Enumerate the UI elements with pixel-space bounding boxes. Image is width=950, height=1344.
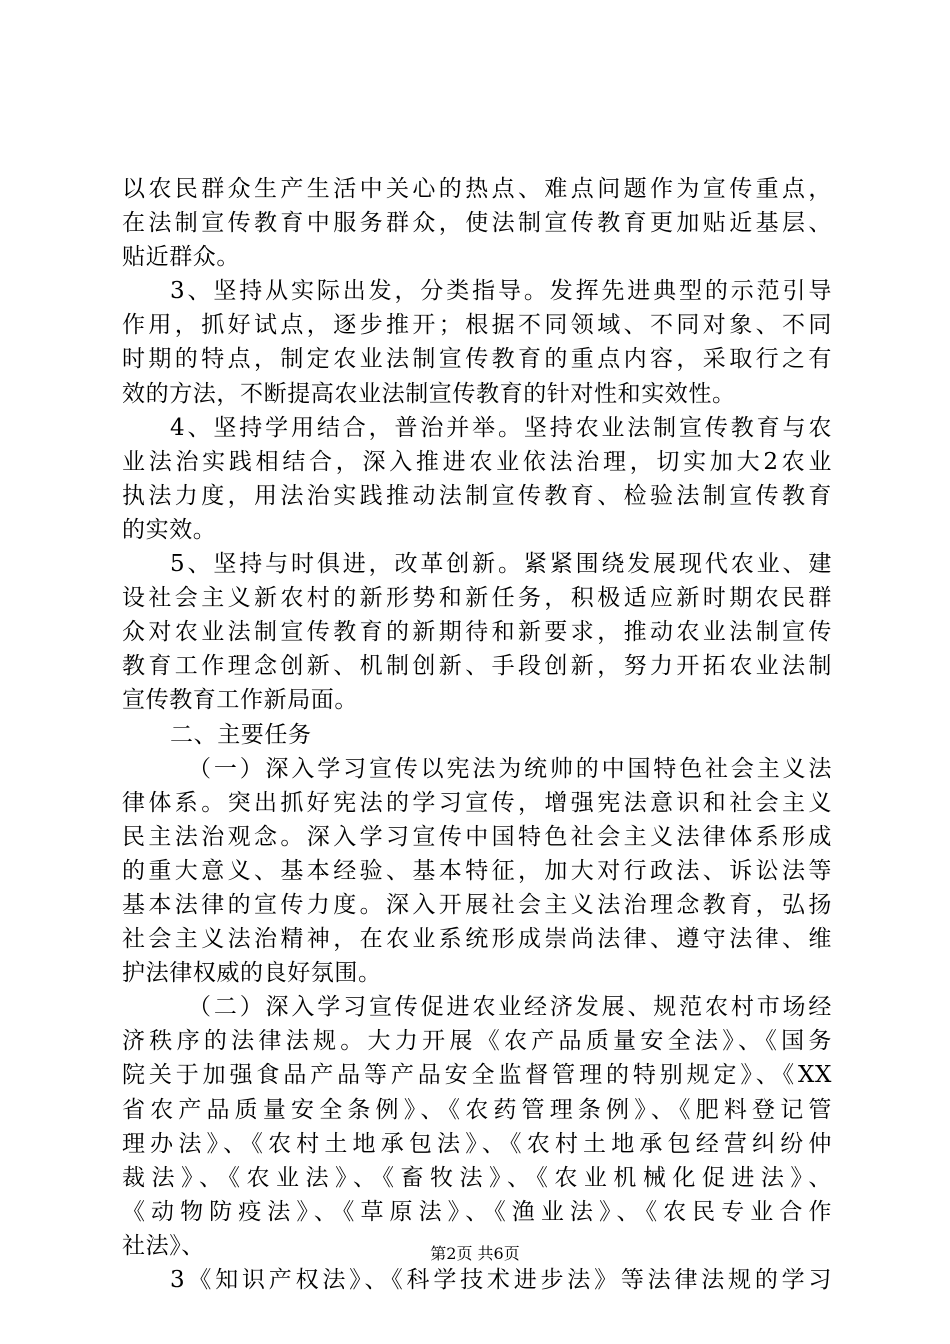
text-line: 业法治实践相结合，深入推进农业依法治理，切实加大2农业: [122, 448, 832, 475]
text-line: 济秩序的法律法规。大力开展《农产品质量安全法》、《国务: [122, 1028, 832, 1055]
text-line: 《动物防疫法》、《草原法》、《渔业法》、《农民专业合作: [122, 1198, 832, 1225]
text-line: 民主法治观念。深入学习宣传中国特色社会主义法律体系形成: [122, 823, 832, 850]
text-line: 社法》、: [122, 1232, 205, 1259]
text-line: （二）深入学习宣传促进农业经济发展、规范农村市场经: [188, 994, 832, 1021]
text-line: 5、坚持与时俱进，改革创新。紧紧围绕发展现代农业、建: [170, 551, 832, 578]
text-line: 以农民群众生产生活中关心的热点、难点问题作为宣传重点，: [122, 176, 832, 202]
text-line: 省农产品质量安全条例》、《农药管理条例》、《肥料登记管: [122, 1096, 832, 1123]
text-line: 裁法》、《农业法》、《畜牧法》、《农业机械化促进法》、: [122, 1164, 832, 1191]
text-line: 4、坚持学用结合，普治并举。坚持农业法制宣传教育与农: [170, 414, 832, 441]
text-line: 贴近群众。: [122, 244, 240, 271]
text-line: （一）深入学习宣传以宪法为统帅的中国特色社会主义法: [188, 755, 832, 782]
page-footer: [0, 1241, 950, 1264]
text-line: 院关于加强食品产品等产品安全监督管理的特别规定》、《XX: [122, 1062, 832, 1089]
text-line: 教育工作理念创新、机制创新、手段创新，努力开拓农业法制: [122, 653, 832, 680]
text-line: 效的方法，不断提高农业法制宣传教育的针对性和实效性。: [122, 380, 736, 407]
text-line: 执法力度，用法治实践推动法制宣传教育、检验法制宣传教育: [122, 482, 832, 509]
page-number-label: 第2页 共6页: [430, 1244, 520, 1263]
text-line: 3、坚持从实际出发，分类指导。发挥先进典型的示范引导: [170, 278, 832, 305]
text-line: 众对农业法制宣传教育的新期待和新要求，推动农业法制宣传: [122, 619, 832, 646]
text-line: 时期的特点，制定农业法制宣传教育的重点内容，采取行之有: [122, 346, 832, 373]
section-heading: 二、主要任务: [170, 721, 312, 748]
text-line: 在法制宣传教育中服务群众，使法制宣传教育更加贴近基层、: [122, 210, 832, 237]
text-line: 基本法律的宣传力度。深入开展社会主义法治理念教育，弘扬: [122, 891, 832, 918]
text-line: 理办法》、《农村土地承包法》、《农村土地承包经营纠纷仲: [122, 1130, 832, 1157]
text-line: 护法律权威的良好氛围。: [122, 960, 382, 987]
text-line: 律体系。突出抓好宪法的学习宣传，增强宪法意识和社会主义: [122, 789, 832, 816]
text-line: 设社会主义新农村的新形势和新任务，积极适应新时期农民群: [122, 585, 832, 612]
text-line: 作用，抓好试点，逐步推开；根据不同领域、不同对象、不同: [122, 312, 832, 339]
text-line: 的实效。: [122, 516, 217, 543]
document-body: [122, 172, 832, 1297]
text-line: 宣传教育工作新局面。: [122, 687, 358, 714]
text-line: 的重大意义、基本经验、基本特征，加大对行政法、诉讼法等: [122, 857, 832, 884]
text-line: 3《知识产权法》、《科学技术进步法》等法律法规的学习: [170, 1267, 832, 1293]
text-line: 社会主义法治精神，在农业系统形成崇尚法律、遵守法律、维: [122, 926, 832, 953]
